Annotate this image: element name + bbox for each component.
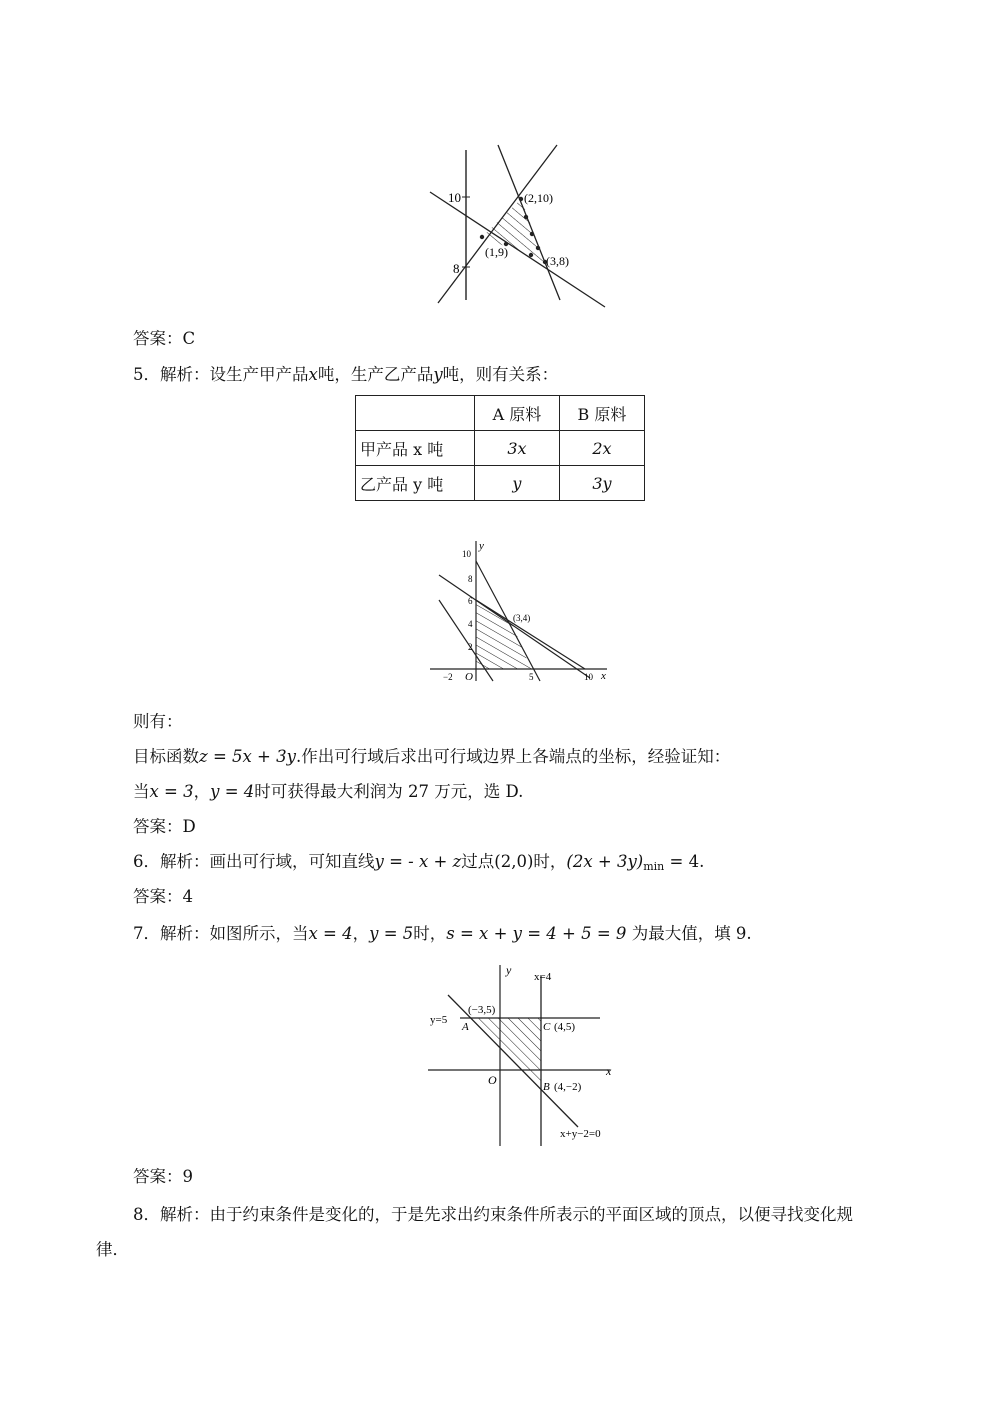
lattice-point — [536, 246, 540, 250]
figure-feasible-region-2 — [425, 535, 615, 685]
answer-1: 答案：C — [133, 329, 196, 348]
axis-label-x: x — [601, 670, 606, 682]
tick-label-y: 6 — [468, 596, 473, 606]
table-cell: 3x — [475, 431, 560, 466]
tick-label-x: 10 — [584, 672, 593, 682]
label-point-C-coord: (4,5) — [554, 1021, 576, 1033]
table-header-cell: A 原料 — [475, 396, 560, 431]
q8-line-1: 8．解析：由于约束条件是变化的，于是先求出约束条件所表示的平面区域的顶点，以便寻找变化规 — [133, 1205, 853, 1224]
table-header-row — [356, 396, 645, 431]
boundary-line-3 — [438, 145, 557, 303]
material-table — [355, 395, 645, 501]
axis-label-y: y — [479, 540, 484, 552]
label-point-2-10: (2,10) — [524, 191, 553, 205]
point-label-3-4: (3,4) — [513, 613, 531, 623]
tick-label-y: 8 — [468, 574, 473, 584]
q7-text: 7．解析：如图所示，当x = 4，y = 5时，s = x + y = 4 + 5 = 9 为最大值，填 9. — [133, 924, 752, 943]
figure-feasible-region-1 — [420, 140, 620, 315]
label-y8: 8 — [453, 261, 460, 276]
q8-line-2: 律． — [96, 1240, 129, 1259]
origin-label: O — [465, 671, 473, 683]
shaded-region — [472, 1018, 541, 1086]
label-point-C: C — [543, 1021, 551, 1033]
label-point-A-coord: (−3,5) — [468, 1004, 496, 1016]
table-row — [356, 431, 645, 466]
lattice-point — [524, 215, 528, 219]
q5-objective: 目标函数z = 5x + 3y.作出可行域后求出可行域边界上各端点的坐标，经验证知： — [133, 747, 731, 766]
figure-feasible-region-3 — [420, 960, 620, 1150]
table-header-cell — [356, 396, 475, 431]
label-y10: 10 — [448, 190, 461, 205]
q5-result: 当x = 3，y = 4时可获得最大利润为 27 万元，选 D. — [133, 782, 524, 801]
label-x-equals-4: x=4 — [534, 971, 552, 983]
tick-label-y: 10 — [462, 549, 471, 559]
label-point-B-coord: (4,−2) — [554, 1081, 582, 1093]
table-row-label: 乙产品 y 吨 — [356, 466, 475, 501]
label-x-plus-y-minus-2: x+y−2=0 — [560, 1128, 601, 1140]
table-cell: 2x — [559, 431, 644, 466]
tick-label-y: 2 — [468, 642, 473, 652]
tick-label-x: −2 — [443, 672, 453, 682]
table-row — [356, 466, 645, 501]
lattice-point — [529, 253, 533, 257]
tick-label-y: 4 — [468, 619, 473, 629]
table-cell: y — [475, 466, 560, 501]
label-point-B: B — [543, 1081, 550, 1093]
label-point-A: A — [462, 1021, 469, 1033]
lattice-point — [530, 232, 534, 236]
origin-label: O — [488, 1073, 497, 1087]
lattice-point — [519, 197, 523, 201]
label-point-3-8: (3,8) — [546, 254, 569, 268]
shaded-region — [476, 600, 531, 669]
q5-intro: 5．解析：设生产甲产品x吨，生产乙产品y吨，则有关系： — [133, 365, 559, 384]
lattice-point — [480, 235, 484, 239]
answer-6: 答案：4 — [133, 887, 193, 906]
q6-text: 6．解析：画出可行域，可知直线y = - x + z过点(2,0)时，$(2x + 3y)_{min} = 4$. — [133, 852, 705, 873]
q5-then: 则有： — [133, 712, 183, 731]
tick-label-x: 5 — [529, 672, 534, 682]
answer-5: 答案：D — [133, 817, 196, 836]
table-cell: 3y — [559, 466, 644, 501]
axis-label-y: y — [506, 963, 512, 977]
axis-label-x: x — [606, 1064, 612, 1078]
label-y-equals-5: y=5 — [430, 1014, 448, 1026]
label-point-1-9: (1,9) — [485, 245, 508, 259]
table-header-cell: B 原料 — [559, 396, 644, 431]
table-row-label: 甲产品 x 吨 — [356, 431, 475, 466]
answer-7: 答案：9 — [133, 1167, 193, 1186]
